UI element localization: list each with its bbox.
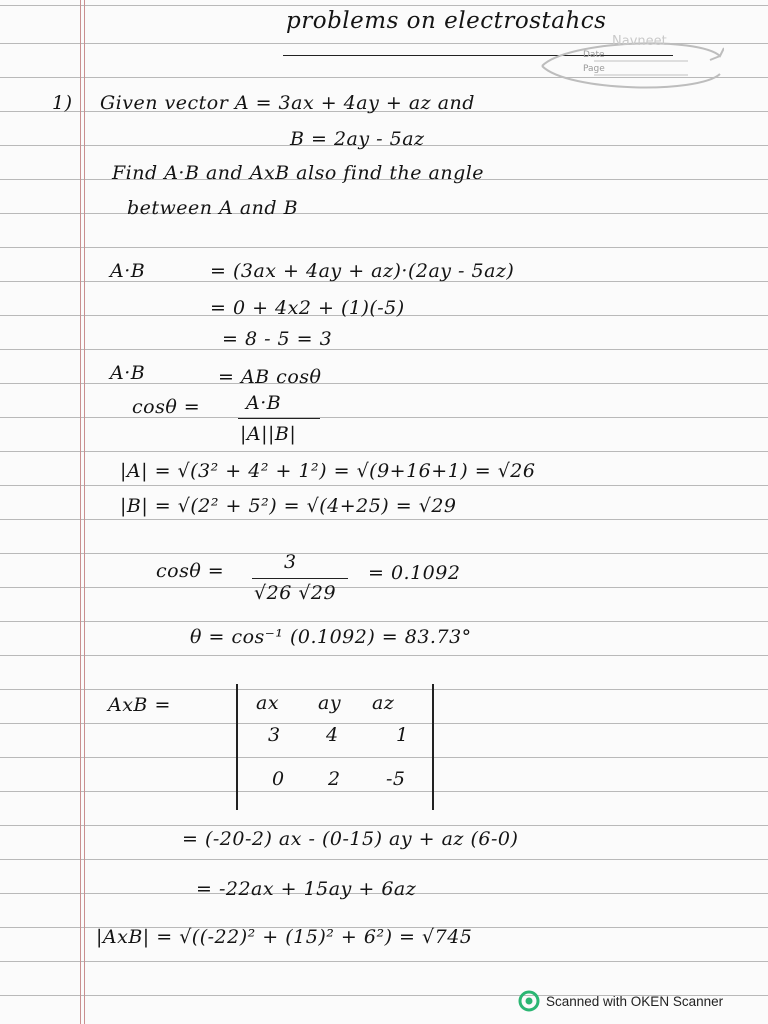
dot-def-lhs: A·B [110,362,146,384]
det-r3c2: 2 [328,768,341,790]
stamp-date-label: Date [583,50,605,60]
margin-line [80,0,81,1024]
magnitude-a: |A| = √(3² + 4² + 1²) = √(9+16+1) = √26 [120,460,536,482]
cos-lhs: cosθ = [132,396,201,418]
dot-rhs: = (3ax + 4ay + az)·(2ay - 5az) [210,260,515,282]
given-line: Given vector A = 3ax + 4ay + az and [100,92,475,114]
problem-number: 1) [52,92,73,114]
find-line-1: Find A·B and AxB also find the angle [112,162,485,184]
stamp-page-label: Page [583,64,605,74]
det-r1c2: ay [318,692,342,714]
det-r3c3: -5 [386,768,406,790]
margin-line-inner [84,0,85,1024]
cos-denominator: |A||B| [240,423,297,445]
dot-def-rhs: = AB cosθ [218,366,322,388]
det-r2c2: 4 [326,724,339,746]
scanner-text: Scanned with OKEN Scanner [546,993,724,1009]
determinant-right-bar [432,684,434,810]
page-title: problems on electrostahcs [286,8,607,34]
dot-lhs: A·B [110,260,146,282]
det-r2c1: 3 [268,724,281,746]
dot-step-3: = 8 - 5 = 3 [222,328,333,350]
find-line-2: between A and B [127,197,299,219]
stamp-brand: Navneet [612,34,667,49]
notebook-stamp [538,34,724,94]
cross-expansion: = (-20-2) ax - (0-15) ay + az (6-0) [182,828,519,850]
cross-result: = -22ax + 15ay + 6az [196,878,417,900]
dot-step-2: = 0 + 4x2 + (1)(-5) [210,297,405,319]
magnitude-b: |B| = √(2² + 5²) = √(4+25) = √29 [120,495,457,517]
theta-result: θ = cos⁻¹ (0.1092) = 83.73° [190,626,472,648]
scanner-watermark [518,990,723,1012]
given-b-line: B = 2ay - 5az [290,128,425,150]
cos-value-numerator: 3 [284,551,297,573]
det-r1c1: ax [256,692,280,714]
det-r2c3: 1 [396,724,409,746]
det-r1c3: az [372,692,395,714]
cross-magnitude: |AxB| = √((-22)² + (15)² + 6²) = √745 [96,926,473,948]
det-r3c1: 0 [272,768,285,790]
cos-value-denominator: √26 √29 [254,582,337,604]
scanner-logo-icon [518,990,540,1012]
cos-fraction-bar [238,418,320,419]
cross-lhs: AxB = [108,694,171,716]
cos-value-fraction-bar [252,578,348,579]
cos-numerator: A·B [246,392,282,414]
cos-value-rhs: = 0.1092 [368,562,461,584]
cos-value-lhs: cosθ = [156,560,225,582]
determinant-left-bar [236,684,238,810]
